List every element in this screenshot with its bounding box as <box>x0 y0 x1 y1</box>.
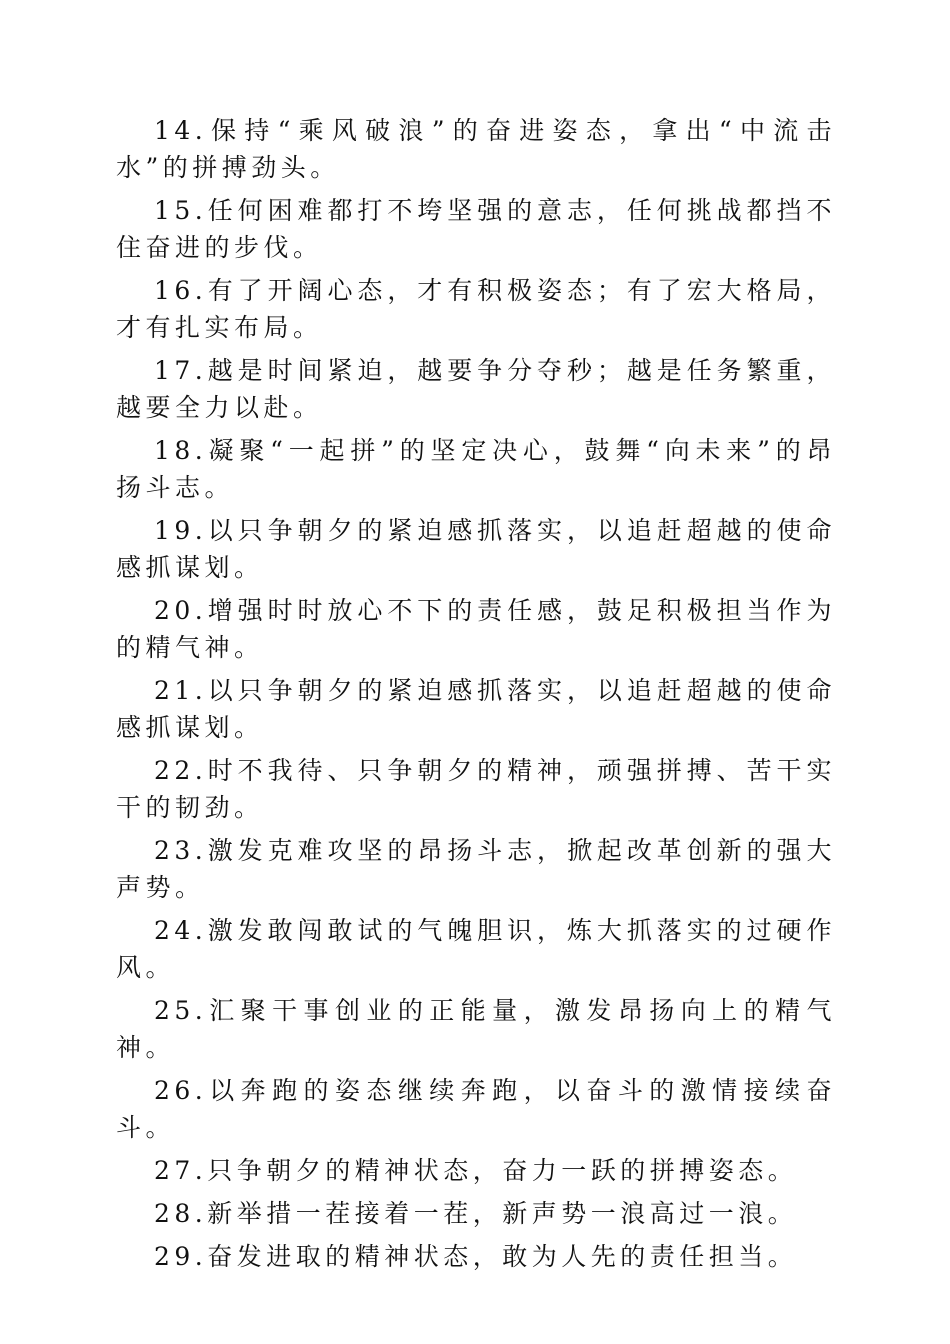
list-item-14: 14.保持“乘风破浪”的奋进姿态，拿出“中流击水”的拼搏劲头。 <box>116 116 836 182</box>
list-item-23: 23.激发克难攻坚的昂扬斗志，掀起改革创新的强大声势。 <box>116 836 836 902</box>
list-item-28: 28.新举措一茬接着一茬，新声势一浪高过一浪。 <box>154 1199 798 1228</box>
document-body <box>116 112 836 1281</box>
list-item-20: 20.增强时时放心不下的责任感，鼓足积极担当作为的精气神。 <box>116 596 836 662</box>
list-item-19: 19.以只争朝夕的紧迫感抓落实，以追赶超越的使命感抓谋划。 <box>116 516 836 582</box>
list-item-18: 18.凝聚“一起拼”的坚定决心，鼓舞“向未来”的昂扬斗志。 <box>116 436 836 502</box>
list-item-27: 27.只争朝夕的精神状态，奋力一跃的拼搏姿态。 <box>154 1156 798 1185</box>
list-item-21: 21.以只争朝夕的紧迫感抓落实，以追赶超越的使命感抓谋划。 <box>116 676 836 742</box>
list-item-29: 29.奋发进取的精神状态，敢为人先的责任担当。 <box>154 1242 798 1271</box>
list-item-22: 22.时不我待、只争朝夕的精神，顽强拼搏、苦干实干的韧劲。 <box>116 756 836 822</box>
list-item-17: 17.越是时间紧迫，越要争分夺秒；越是任务繁重，越要全力以赴。 <box>116 356 836 422</box>
list-item-24: 24.激发敢闯敢试的气魄胆识，炼大抓落实的过硬作风。 <box>116 916 836 982</box>
list-item-15: 15.任何困难都打不垮坚强的意志，任何挑战都挡不住奋进的步伐。 <box>116 196 836 262</box>
list-item-16: 16.有了开阔心态，才有积极姿态；有了宏大格局，才有扎实布局。 <box>116 276 836 342</box>
list-item-26: 26.以奔跑的姿态继续奔跑，以奋斗的激情接续奋斗。 <box>116 1076 836 1142</box>
list-item-25: 25.汇聚干事创业的正能量，激发昂扬向上的精气神。 <box>116 996 836 1062</box>
